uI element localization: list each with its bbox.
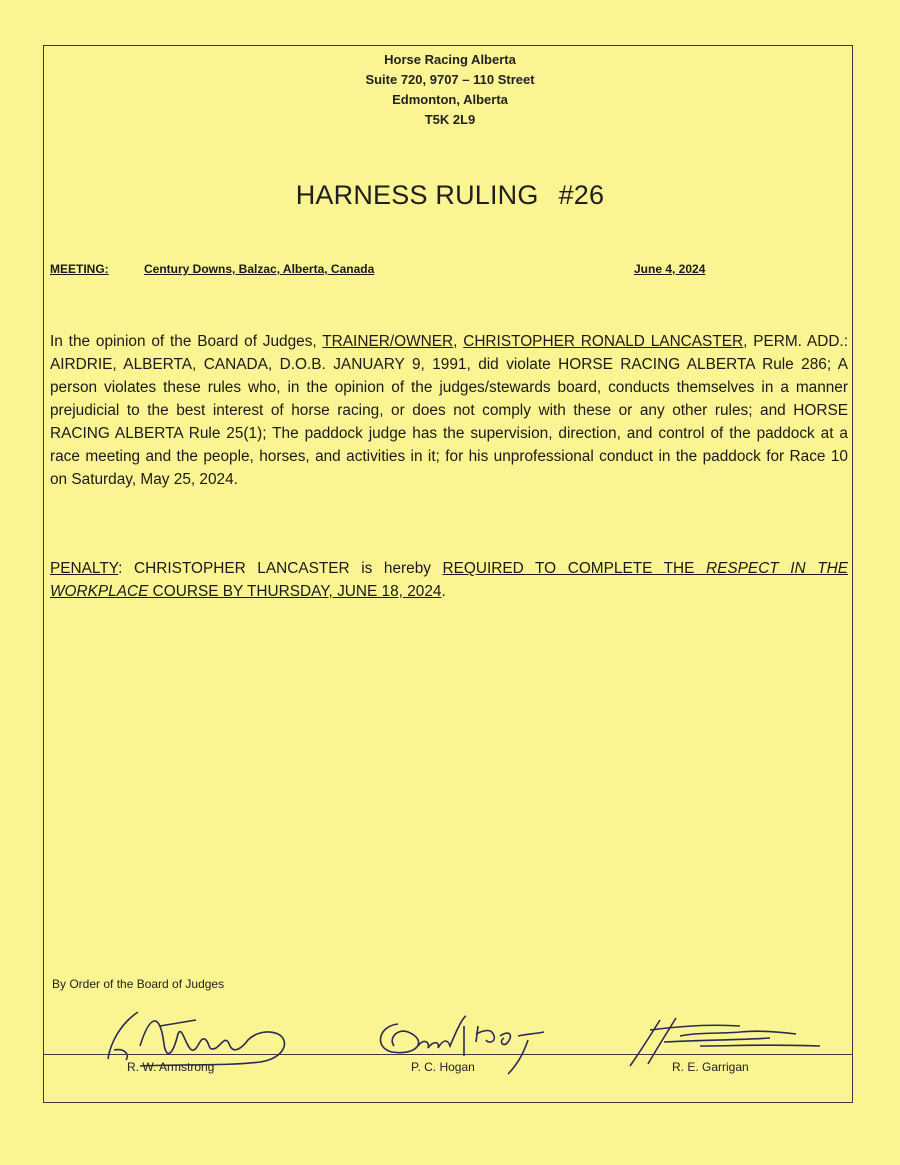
ruling-person-name: CHRISTOPHER RONALD LANCASTER xyxy=(463,333,744,350)
meeting-label: MEETING: xyxy=(50,262,109,276)
ruling-role: TRAINER/OWNER xyxy=(322,333,454,350)
penalty-label: PENALTY xyxy=(50,560,119,577)
letterhead-address xyxy=(0,50,900,130)
ruling-number: #26 xyxy=(558,180,605,210)
ruling-sep: , xyxy=(453,333,464,350)
penalty-req-end: COURSE BY THURSDAY, JUNE 18, 2024 xyxy=(148,583,442,600)
signer-name-garrigan: R. E. Garrigan xyxy=(672,1060,749,1074)
signer-name-armstrong: R. W. Armstrong xyxy=(127,1060,215,1074)
postal-code: T5K 2L9 xyxy=(424,112,476,127)
city: Edmonton, Alberta xyxy=(392,92,508,107)
org-name: Horse Racing Alberta xyxy=(384,52,516,67)
meeting-row xyxy=(50,262,830,280)
street-address: Suite 720, 9707 – 110 Street xyxy=(365,72,535,87)
ruling-intro: In the opinion of the Board of Judges, xyxy=(50,333,323,350)
penalty-req-start: REQUIRED TO COMPLETE THE xyxy=(442,560,707,577)
penalty-period: . xyxy=(441,583,446,600)
penalty-course-name: RESPECT IN THE WORKPLACE xyxy=(50,560,849,600)
meeting-date: June 4, 2024 xyxy=(634,262,706,276)
signer-name-hogan: P. C. Hogan xyxy=(411,1060,475,1074)
meeting-venue: Century Downs, Balzac, Alberta, Canada xyxy=(144,262,375,276)
board-order-text: By Order of the Board of Judges xyxy=(52,977,225,991)
ruling-paragraph xyxy=(50,330,848,491)
ruling-title xyxy=(0,180,900,211)
penalty-intro: : CHRISTOPHER LANCASTER is hereby xyxy=(118,560,443,577)
signature-line xyxy=(44,1054,852,1055)
ruling-details: , PERM. ADD.: AIRDRIE, ALBERTA, CANADA, D.O.B. JANUARY 9, 1991, did violate HORSE RACING ALBERTA Rule 286; A person violates these rules who, in the opinion of the judges/stewards board, conducts themselves in a manner prejudicial to the best interest of horse racing, or does not comply with these or any other rules; and HORSE RACING ALBERTA Rule 25(1); The paddock judge has the supervision, direction, and control of the paddock at a race meeting and the people, horses, and activities in it; for his unprofessional conduct in the paddock for Race 10 on Saturday, May 25, 2024. xyxy=(50,333,848,488)
ruling-title-text: HARNESS RULING xyxy=(295,180,539,210)
penalty-paragraph xyxy=(50,557,848,603)
